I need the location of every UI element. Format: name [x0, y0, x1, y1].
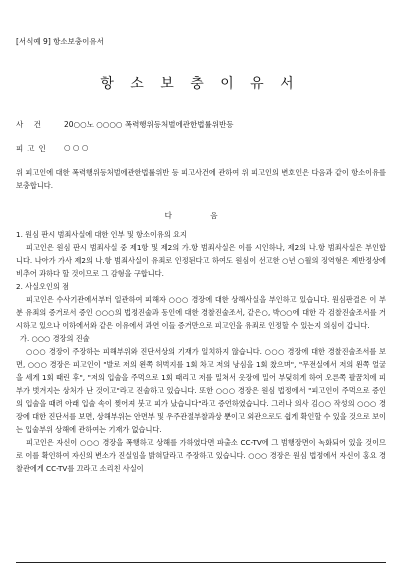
subsection-paragraph-1: ○○○ 경장이 주장하는 피해부위와 진단서상의 기재가 일치하지 않습니다. ○○○ 경장에 대한 경찰진술조서를 보면, ○○○ 경장은 피고인이 "발로 저의 왼쪽 허벅지를 1회 차고 저의 낭심을 1회 찼으며", "무전실에서 저의 왼쪽 얼굴을 세게 1회 때린 후", "저의 입술을 주먹으로 1회 때리고 저를 밀쳐서 옷장에 밀어 부딪히게 하여 오른쪽 팔꿈치에 피부가 벗겨지는 상처가 난 것이고"라고 진술하고 있습니다. 또한 ○○○ 경장은 원심 법정에서 "피고인이 주먹으로 증인의 입술을 때려 아래 입술 속이 찢어져 붓고 피가 났습니다"라고 증언하였습니다. 그러나 의사 김○○ 작성의 ○○○ 경장에 대한 진단서를 보면, 상해부위는 안면부 및 우주관절부찰과상 뿐이고 외관으로도 쉽게 확인할 수 있을 것으로 보이는 입술부위 상해에 관하여는 기재가 없습니다.: [16, 347, 386, 434]
case-field: [16, 119, 234, 130]
section-2-paragraph: 피고인은 수사기관에서부터 일관하여 피해자 ○○○ 경장에 대한 상해사실을 부인하고 있습니다. 원심판결은 이 부분 유죄의 증거로서 증인 ○○○의 법정진술과 동인에 대한 경찰진술조서, 같은○, 박○○에 대한 각 검찰진술조서를 거시하고 있으나 이하에서와 같은 이유에서 과연 이들 증거만으로 피고인을 유죄로 인정할 수 있는지 의심이 갑니다.: [16, 295, 386, 330]
subsection-heading: 가. ○○○ 경장의 진술: [20, 334, 90, 343]
section-1-heading: 1. 원심 판시 범죄사실에 대한 인부 및 항소이유의 요지: [16, 230, 187, 239]
subsection-paragraph-2: 피고인은 자신이 ○○○ 경장을 폭행하고 상해를 가하였다면 파출소 CC-TV에 그 범행장면이 녹화되어 있을 것이므로 이를 확인하여 자신의 변소가 진실임을 밝혀달라고 주장하고 있습니다. ○○○ 경장은 원심 법정에서 자신이 홍요 경찰관에게 CC-TV를 끄라고 소리친 사실이: [16, 438, 386, 473]
case-label: 사 건: [16, 120, 45, 129]
defendant-value: ○ ○ ○: [64, 143, 89, 152]
bottom-rule: [16, 562, 386, 563]
next-heading: 다 음: [164, 211, 236, 220]
case-value: 20○○노 ○○○○ 폭력행위등처벌에관한법률위반등: [64, 120, 234, 129]
intro-text: 위 피고인에 대한 폭력행위등처벌에관한법률위반 등 피고사건에 관하여 위 피고인의 변호인은 다음과 같이 항소이유를 보충합니다.: [16, 168, 386, 190]
intro-block: [16, 166, 386, 192]
main-body: [16, 228, 386, 475]
section-1-paragraph: 피고인은 원심 판시 범죄사실 중 제1항 및 제2의 가.항 범죄사실은 이를 시인하나, 제2의 나.항 범죄사실은 부인합니다. 나아가 가사 제2의 나.항 범죄사실이 유죄로 인정된다고 하여도 원심이 선고한 ○년 ○월의 징역형은 제반정상에 비추어 과하다 할 것이므로 그 감형을 구합니다.: [16, 243, 386, 278]
document-title: 항 소 보 충 이 유 서: [100, 76, 300, 92]
defendant-label: 피고인: [16, 144, 50, 153]
form-number: [서식예 9] 항소보충이유서: [16, 37, 104, 46]
section-2-heading: 2. 사실오인의 점: [16, 282, 70, 291]
defendant-field: [16, 143, 88, 154]
